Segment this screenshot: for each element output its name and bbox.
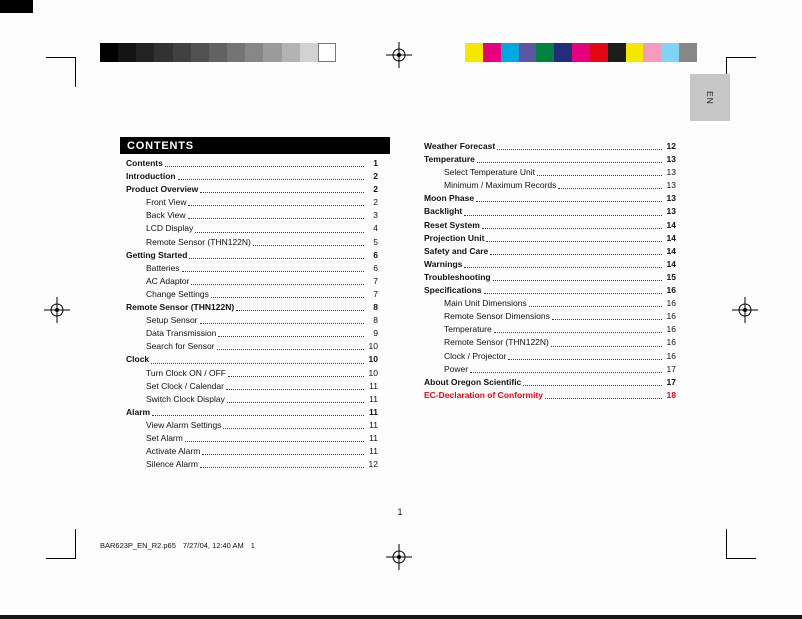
dotted-leader (216, 327, 366, 340)
toc-entry (424, 389, 676, 402)
dotted-leader (506, 350, 664, 363)
dotted-leader (163, 157, 366, 170)
dotted-leader (543, 389, 664, 402)
dotted-leader (180, 262, 366, 275)
toc-entry-label: Batteries (146, 262, 180, 273)
toc-entry-page: 11 (369, 380, 378, 391)
dotted-leader (215, 340, 366, 353)
dotted-leader (198, 314, 366, 327)
toc-entry (126, 236, 378, 249)
dotted-leader (198, 458, 366, 471)
toc-entry-page: 16 (666, 324, 676, 335)
calibration-swatch (661, 43, 679, 62)
toc-entry (126, 183, 378, 196)
toc-entry (126, 353, 378, 366)
toc-entry-page: 10 (368, 341, 378, 352)
toc-entry (126, 419, 378, 432)
dotted-leader (176, 170, 366, 183)
toc-entry-page: 15 (666, 271, 676, 282)
calibration-swatch (318, 43, 336, 62)
calibration-swatch (643, 43, 661, 62)
calibration-swatch (100, 43, 118, 62)
language-tab (690, 74, 730, 121)
language-tab-label: EN (705, 90, 715, 105)
dotted-leader (226, 367, 366, 380)
toc-entry-page: 13 (666, 193, 676, 204)
toc-entry-page: 13 (666, 167, 676, 178)
scan-edge-artifact (0, 0, 33, 13)
toc-entry-page: 11 (369, 432, 378, 443)
toc-entry (424, 284, 676, 297)
toc-entry-page: 13 (666, 206, 676, 217)
toc-entry (126, 262, 378, 275)
toc-entry-page: 16 (666, 298, 676, 309)
toc-entry-page: 11 (369, 393, 378, 404)
toc-entry-label: Select Temperature Unit (444, 167, 536, 178)
calibration-swatch (536, 43, 554, 62)
toc-entry (424, 376, 676, 389)
toc-entry-page: 7 (373, 288, 378, 299)
toc-entry (424, 205, 676, 218)
toc-entry-label: Set Alarm (146, 432, 183, 443)
dotted-leader (492, 323, 664, 336)
print-footer (100, 541, 255, 550)
toc-entry (126, 288, 378, 301)
toc-entry-page: 2 (373, 171, 378, 182)
toc-entry-label: Safety and Care (424, 245, 489, 256)
toc-entry (424, 192, 676, 205)
toc-entry-label: Back View (146, 210, 186, 221)
calibration-swatch (626, 43, 644, 62)
toc-entry (424, 232, 676, 245)
toc-entry-label: Clock (126, 354, 150, 365)
dotted-leader (488, 245, 664, 258)
dotted-leader (225, 393, 366, 406)
calibration-swatch (245, 43, 263, 62)
toc-entry (424, 363, 676, 376)
dotted-leader (186, 209, 366, 222)
dotted-leader (251, 236, 366, 249)
registration-mark-icon (386, 42, 412, 68)
toc-entry-label: Activate Alarm (146, 446, 201, 457)
dotted-leader (200, 445, 366, 458)
toc-entry (126, 209, 378, 222)
toc-entry (126, 327, 378, 340)
toc-entry-page: 8 (373, 302, 378, 313)
dotted-leader (149, 353, 366, 366)
dotted-leader (189, 275, 366, 288)
toc-entry-page: 9 (373, 328, 378, 339)
toc-entry-page: 16 (666, 285, 676, 296)
toc-entry-page: 8 (373, 315, 378, 326)
toc-entry-label: Temperature (444, 324, 492, 335)
toc-entry-label: Specifications (424, 285, 482, 296)
calibration-swatch (483, 43, 501, 62)
dotted-leader (549, 336, 664, 349)
toc-entry-page: 11 (369, 406, 378, 417)
toc-entry (126, 432, 378, 445)
toc-entry-page: 6 (373, 249, 378, 260)
toc-entry-page: 16 (666, 337, 676, 348)
toc-entry-page: 14 (666, 232, 676, 243)
registration-mark-icon (44, 297, 70, 323)
calibration-swatch (209, 43, 227, 62)
toc-entry (424, 323, 676, 336)
footer-datetime: 7/27/04, 12:40 AM (182, 541, 244, 550)
toc-entry-label: Getting Started (126, 249, 188, 260)
crop-mark (726, 57, 756, 87)
toc-entry-page: 13 (666, 154, 676, 165)
toc-entry (424, 297, 676, 310)
toc-entry (126, 380, 378, 393)
toc-entry (126, 222, 378, 235)
crop-mark (726, 529, 756, 559)
footer-filename: BAR623P_EN_R2.p65 (100, 541, 176, 550)
toc-entry-label: AC Adaptor (146, 275, 190, 286)
dotted-leader (234, 301, 366, 314)
toc-entry-page: 14 (666, 258, 676, 269)
toc-entry-page: 12 (368, 459, 378, 470)
toc-entry-page: 6 (373, 262, 378, 273)
dotted-leader (535, 166, 664, 179)
toc-entry (126, 196, 378, 209)
toc-entry-label: About Oregon Scientific (424, 376, 522, 387)
toc-entry-label: Data Transmission (146, 328, 217, 339)
dotted-leader (193, 222, 366, 235)
scan-bottom-edge (0, 615, 802, 619)
toc-entry-label: Main Unit Dimensions (444, 298, 527, 309)
toc-entry-page: 5 (373, 236, 378, 247)
toc-entry (126, 314, 378, 327)
calibration-swatch (501, 43, 519, 62)
dotted-leader (186, 196, 366, 209)
dotted-leader (521, 376, 664, 389)
toc-entry-label: Change Settings (146, 288, 209, 299)
toc-entry (424, 350, 676, 363)
toc-entry-page: 10 (368, 354, 378, 365)
calibration-swatch (465, 43, 483, 62)
toc-entry-label: Front View (146, 197, 187, 208)
toc-entry (126, 340, 378, 353)
toc-entry-label: LCD Display (146, 223, 194, 234)
toc-entry-label: Moon Phase (424, 193, 475, 204)
toc-entry-page: 18 (666, 389, 676, 400)
dotted-leader (224, 380, 366, 393)
toc-entry-label: Contents (126, 158, 163, 168)
toc-entry-label: Temperature (424, 154, 475, 165)
toc-entry-label: Remote Sensor (THN122N) (444, 337, 549, 348)
toc-entry-label: Introduction (126, 171, 176, 182)
page-title: CONTENTS (127, 139, 194, 152)
toc-entry (126, 393, 378, 406)
calibration-swatch (282, 43, 300, 62)
calibration-swatch (191, 43, 209, 62)
calibration-swatch (572, 43, 590, 62)
toc-entry-label: Troubleshooting (424, 271, 491, 282)
toc-left-column (126, 157, 378, 471)
toc-entry-page: 4 (373, 223, 378, 234)
dotted-leader (209, 288, 366, 301)
registration-mark-icon (732, 297, 758, 323)
toc-entry-label: Clock / Projector (444, 350, 507, 361)
toc-entry (126, 157, 378, 170)
toc-entry-page: 16 (666, 311, 676, 322)
toc-entry-page: 11 (369, 419, 378, 430)
registration-mark-icon (386, 544, 412, 570)
toc-entry (424, 166, 676, 179)
toc-right-column (424, 140, 676, 402)
toc-entry (424, 310, 676, 323)
page-number: 1 (397, 507, 403, 517)
toc-entry-label: Weather Forecast (424, 141, 496, 151)
calibration-swatch (300, 43, 318, 62)
toc-entry-label: Silence Alarm (146, 459, 198, 470)
toc-entry-page: 11 (369, 446, 378, 457)
toc-entry-label: EC-Declaration of Conformity (424, 389, 544, 400)
dotted-leader (187, 249, 366, 262)
toc-entry-label: Remote Sensor (THN122N) (146, 236, 251, 247)
dotted-leader (480, 219, 664, 232)
dotted-leader (221, 419, 366, 432)
toc-entry (126, 406, 378, 419)
toc-entry-label: Projection Unit (424, 232, 485, 243)
toc-entry-label: Reset System (424, 219, 480, 230)
toc-entry-page: 14 (666, 245, 676, 256)
toc-entry (126, 301, 378, 314)
dotted-leader (491, 271, 664, 284)
toc-entry-page: 3 (373, 210, 378, 221)
toc-entry-page: 2 (373, 184, 378, 195)
calibration-swatch (590, 43, 608, 62)
toc-entry-label: Switch Clock Display (146, 393, 225, 404)
toc-entry-page: 1 (373, 158, 378, 168)
dotted-leader (527, 297, 664, 310)
calibration-swatch (263, 43, 281, 62)
toc-entry (424, 219, 676, 232)
footer-sheet-number: 1 (250, 541, 255, 550)
toc-entry-label: Power (444, 363, 469, 374)
dotted-leader (484, 232, 664, 245)
toc-entry-label: Alarm (126, 406, 151, 417)
calibration-swatch (519, 43, 537, 62)
dotted-leader (468, 363, 664, 376)
toc-entry (424, 179, 676, 192)
toc-entry (424, 271, 676, 284)
dotted-leader (482, 284, 664, 297)
toc-entry (126, 367, 378, 380)
toc-entry-page: 12 (666, 141, 676, 151)
color-calibration-bar (465, 43, 697, 62)
toc-entry-label: Setup Sensor (146, 315, 198, 326)
dotted-leader (198, 183, 366, 196)
toc-entry (126, 458, 378, 471)
dotted-leader (462, 258, 664, 271)
toc-entry (424, 140, 676, 153)
dotted-leader (550, 310, 664, 323)
calibration-swatch (173, 43, 191, 62)
calibration-swatch (679, 43, 697, 62)
toc-entry-page: 7 (373, 275, 378, 286)
grayscale-calibration-bar (100, 43, 336, 62)
calibration-swatch (554, 43, 572, 62)
dotted-leader (183, 432, 366, 445)
contents-header (120, 137, 390, 154)
toc-entry-page: 17 (666, 363, 676, 374)
toc-entry-label: Set Clock / Calendar (146, 380, 224, 391)
toc-entry-label: Warnings (424, 258, 463, 269)
toc-entry-label: Product Overview (126, 184, 199, 195)
toc-entry-label: Minimum / Maximum Records (444, 180, 557, 191)
crop-mark (46, 57, 76, 87)
toc-entry (126, 249, 378, 262)
calibration-swatch (118, 43, 136, 62)
toc-entry (126, 445, 378, 458)
toc-entry-page: 2 (373, 197, 378, 208)
dotted-leader (495, 140, 664, 153)
toc-entry (126, 275, 378, 288)
calibration-swatch (227, 43, 245, 62)
calibration-swatch (608, 43, 626, 62)
dotted-leader (556, 179, 664, 192)
toc-entry-page: 13 (666, 180, 676, 191)
toc-entry (424, 258, 676, 271)
dotted-leader (462, 205, 664, 218)
toc-entry (424, 153, 676, 166)
toc-entry-page: 14 (666, 219, 676, 230)
toc-entry (126, 170, 378, 183)
toc-entry-page: 10 (368, 367, 378, 378)
toc-entry (424, 245, 676, 258)
toc-entry-label: Backlight (424, 206, 463, 217)
toc-entry-label: Remote Sensor Dimensions (444, 311, 550, 322)
toc-entry-label: Remote Sensor (THN122N) (126, 302, 235, 313)
calibration-swatch (154, 43, 172, 62)
toc-entry (424, 336, 676, 349)
toc-entry-label: Turn Clock ON / OFF (146, 367, 226, 378)
calibration-swatch (136, 43, 154, 62)
toc-entry-label: Search for Sensor (146, 341, 215, 352)
crop-mark (46, 529, 76, 559)
dotted-leader (474, 192, 664, 205)
toc-entry-page: 16 (666, 350, 676, 361)
toc-entry-page: 17 (666, 376, 676, 387)
toc-entry-label: View Alarm Settings (146, 419, 222, 430)
dotted-leader (475, 153, 664, 166)
dotted-leader (150, 406, 366, 419)
